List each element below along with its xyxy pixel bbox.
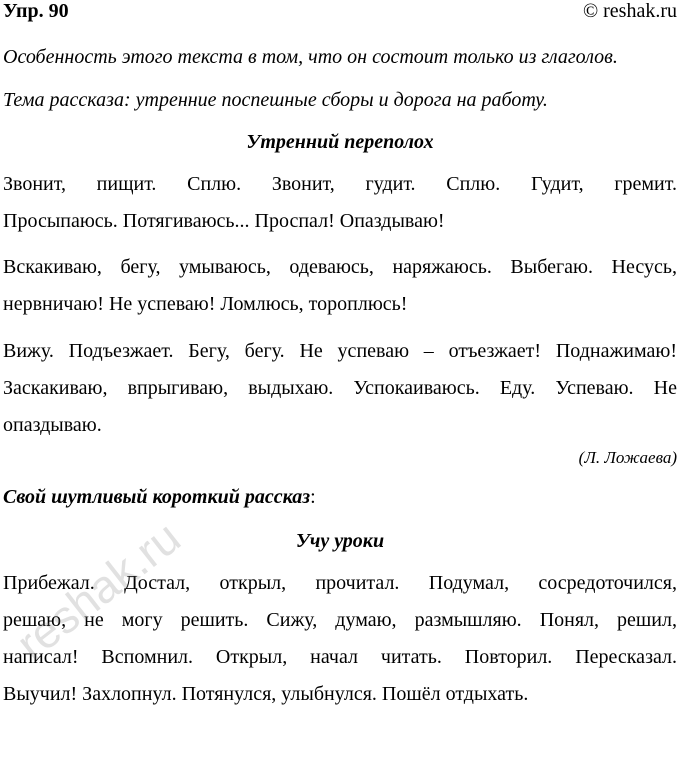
story1-paragraph-2	[3, 249, 677, 323]
header	[3, 0, 677, 28]
own-story-heading	[3, 481, 677, 513]
story1-paragraph-1	[3, 166, 677, 240]
paragraph-line: Звонит, пищит. Сплю. Звонит, гудит. Сплю. Гудит, гремит.	[3, 173, 677, 195]
paragraph-line: Вижу. Подъезжает. Бегу, бегу. Не успеваю – отъезжает! Поднажимаю!	[3, 340, 677, 362]
page	[3, 0, 677, 713]
own-story-heading-text: Свой шутливый короткий рассказ	[3, 486, 311, 508]
story1-title: Утренний переполох	[246, 131, 434, 153]
own-story-heading-colon: :	[310, 486, 316, 508]
source-label: © reshak.ru	[582, 0, 677, 22]
exercise-label: Упр. 90	[3, 0, 69, 22]
paragraph-line: Выучил! Захлопнул. Потянулся, улыбнулся. Пошёл отдыхать.	[3, 683, 529, 705]
story1-author: (Л. Ложаева)	[578, 448, 677, 467]
intro-feature: Особенность этого текста в том, что он состоит только из глаголов.	[3, 46, 618, 68]
paragraph-line: Прибежал. Достал, открыл, прочитал. Подумал, сосредоточился,	[3, 572, 677, 594]
paragraph-line: нервничаю! Не успеваю! Ломлюсь, тороплюсь!	[3, 293, 408, 315]
watermark: reshak.ru	[6, 510, 190, 670]
story1-paragraph-3	[3, 333, 677, 444]
paragraph-line: Просыпаюсь. Потягиваюсь... Проспал! Опаздываю!	[3, 210, 445, 232]
paragraph-line: Вскакиваю, бегу, умываюсь, одеваюсь, наряжаюсь. Выбегаю. Несусь,	[3, 256, 677, 278]
paragraph-line: написал! Вспомнил. Открыл, начал читать. Повторил. Пересказал.	[3, 646, 677, 668]
paragraph-line: решаю, не могу решить. Сижу, думаю, размышляю. Понял, решил,	[3, 609, 677, 631]
story2-paragraph	[3, 565, 677, 713]
intro-topic: Тема рассказа: утренние поспешные сборы и дорога на работу.	[3, 89, 548, 111]
story2-title: Учу уроки	[295, 530, 385, 552]
paragraph-line: опаздываю.	[3, 414, 102, 436]
paragraph-line: Заскакиваю, впрыгиваю, выдыхаю. Успокаиваюсь. Еду. Успеваю. Не	[3, 377, 677, 399]
